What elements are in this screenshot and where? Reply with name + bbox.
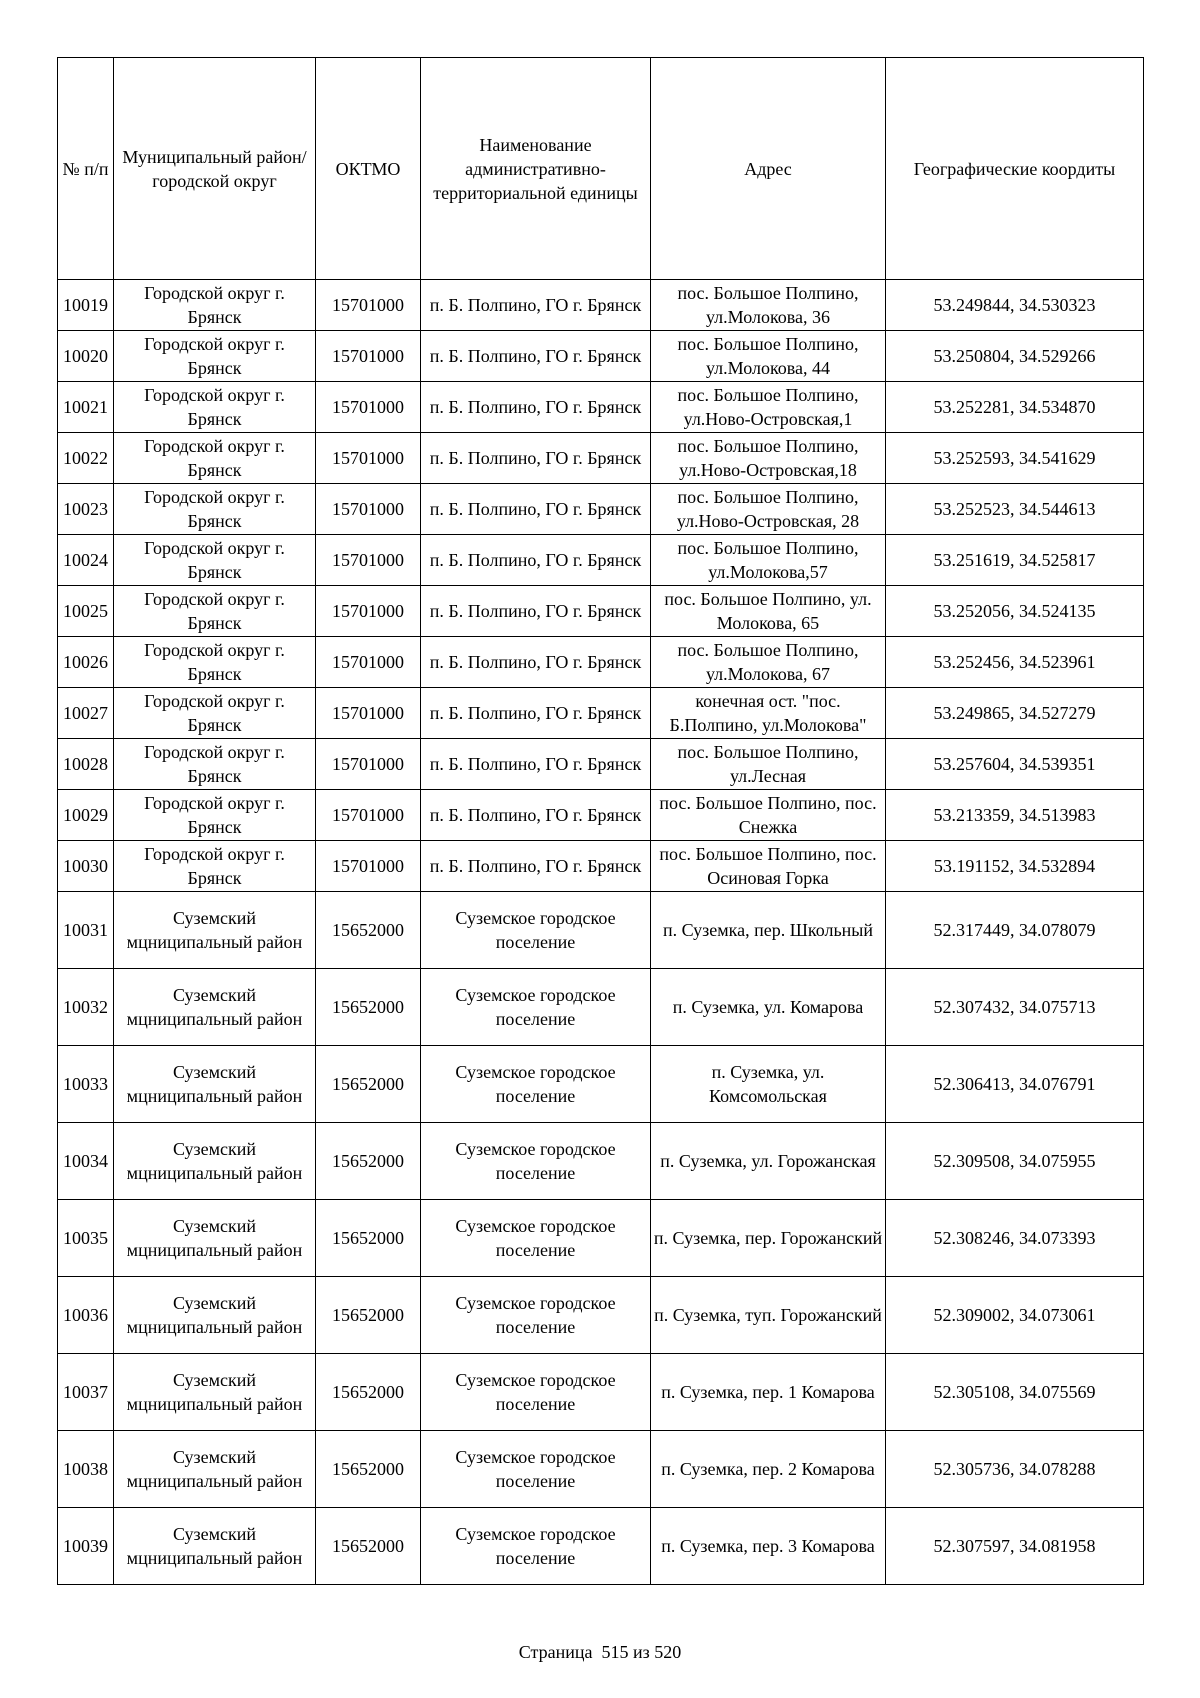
cell-oktmo: 15652000 bbox=[316, 1046, 421, 1123]
table-header bbox=[58, 58, 1144, 280]
cell-district: Городской округ г. Брянск bbox=[114, 637, 316, 688]
cell-district: Городской округ г. Брянск bbox=[114, 280, 316, 331]
cell-num: 10033 bbox=[58, 1046, 114, 1123]
cell-district: Городской округ г. Брянск bbox=[114, 688, 316, 739]
table-row bbox=[58, 1508, 1144, 1585]
cell-num: 10020 bbox=[58, 331, 114, 382]
footer-total-pages: 520 bbox=[654, 1642, 682, 1662]
cell-district: Суземский мцниципальный район bbox=[114, 1508, 316, 1585]
cell-address: пос. Большое Полпино, ул.Молокова, 67 bbox=[651, 637, 886, 688]
cell-address: п. Суземка, туп. Горожанский bbox=[651, 1277, 886, 1354]
cell-oktmo: 15701000 bbox=[316, 280, 421, 331]
cell-address: пос. Большое Полпино, ул.Молокова,57 bbox=[651, 535, 886, 586]
cell-geo: 52.306413, 34.076791 bbox=[886, 1046, 1144, 1123]
cell-geo: 52.305108, 34.075569 bbox=[886, 1354, 1144, 1431]
cell-geo: 53.252281, 34.534870 bbox=[886, 382, 1144, 433]
cell-oktmo: 15652000 bbox=[316, 1123, 421, 1200]
cell-address: п. Суземка, ул. Горожанская bbox=[651, 1123, 886, 1200]
table-row bbox=[58, 637, 1144, 688]
cell-num: 10036 bbox=[58, 1277, 114, 1354]
cell-geo: 53.250804, 34.529266 bbox=[886, 331, 1144, 382]
cell-oktmo: 15652000 bbox=[316, 1200, 421, 1277]
cell-district: Суземский мцниципальный район bbox=[114, 1354, 316, 1431]
header-unit: Наименование административно-территориальной единицы bbox=[421, 58, 651, 280]
cell-unit: Суземское городское поселение bbox=[421, 1354, 651, 1431]
cell-num: 10022 bbox=[58, 433, 114, 484]
cell-district: Суземский мцниципальный район bbox=[114, 1277, 316, 1354]
cell-district: Городской округ г. Брянск bbox=[114, 739, 316, 790]
cell-geo: 53.257604, 34.539351 bbox=[886, 739, 1144, 790]
cell-district: Городской округ г. Брянск bbox=[114, 535, 316, 586]
cell-unit: Суземское городское поселение bbox=[421, 1046, 651, 1123]
cell-address: пос. Большое Полпино, ул.Ново-Островская,1 bbox=[651, 382, 886, 433]
cell-oktmo: 15701000 bbox=[316, 382, 421, 433]
registry-table bbox=[57, 57, 1144, 1585]
cell-num: 10028 bbox=[58, 739, 114, 790]
table-row bbox=[58, 688, 1144, 739]
cell-num: 10030 bbox=[58, 841, 114, 892]
cell-address: п. Суземка, ул. Комарова bbox=[651, 969, 886, 1046]
cell-num: 10025 bbox=[58, 586, 114, 637]
cell-unit: п. Б. Полпино, ГО г. Брянск bbox=[421, 739, 651, 790]
table-row bbox=[58, 331, 1144, 382]
cell-num: 10034 bbox=[58, 1123, 114, 1200]
cell-district: Городской округ г. Брянск bbox=[114, 433, 316, 484]
cell-unit: Суземское городское поселение bbox=[421, 1123, 651, 1200]
cell-unit: п. Б. Полпино, ГО г. Брянск bbox=[421, 382, 651, 433]
cell-unit: п. Б. Полпино, ГО г. Брянск bbox=[421, 484, 651, 535]
cell-district: Суземский мцниципальный район bbox=[114, 1200, 316, 1277]
cell-oktmo: 15701000 bbox=[316, 688, 421, 739]
cell-num: 10031 bbox=[58, 892, 114, 969]
table-row bbox=[58, 382, 1144, 433]
cell-address: конечная ост. "пос. Б.Полпино, ул.Молокова" bbox=[651, 688, 886, 739]
cell-address: пос. Большое Полпино, ул.Молокова, 44 bbox=[651, 331, 886, 382]
cell-address: пос. Большое Полпино, ул. Молокова, 65 bbox=[651, 586, 886, 637]
cell-unit: Суземское городское поселение bbox=[421, 1277, 651, 1354]
table-row bbox=[58, 280, 1144, 331]
cell-district: Суземский мцниципальный район bbox=[114, 1046, 316, 1123]
cell-district: Суземский мцниципальный район bbox=[114, 1123, 316, 1200]
cell-district: Городской округ г. Брянск bbox=[114, 484, 316, 535]
cell-oktmo: 15701000 bbox=[316, 484, 421, 535]
cell-oktmo: 15652000 bbox=[316, 1431, 421, 1508]
cell-geo: 53.249865, 34.527279 bbox=[886, 688, 1144, 739]
cell-oktmo: 15652000 bbox=[316, 892, 421, 969]
cell-num: 10023 bbox=[58, 484, 114, 535]
table-row bbox=[58, 1046, 1144, 1123]
cell-num: 10039 bbox=[58, 1508, 114, 1585]
cell-district: Суземский мцниципальный район bbox=[114, 892, 316, 969]
cell-unit: п. Б. Полпино, ГО г. Брянск bbox=[421, 841, 651, 892]
header-oktmo: ОКТМО bbox=[316, 58, 421, 280]
cell-num: 10038 bbox=[58, 1431, 114, 1508]
cell-oktmo: 15701000 bbox=[316, 535, 421, 586]
cell-oktmo: 15701000 bbox=[316, 331, 421, 382]
cell-geo: 53.251619, 34.525817 bbox=[886, 535, 1144, 586]
cell-geo: 52.309002, 34.073061 bbox=[886, 1277, 1144, 1354]
cell-unit: п. Б. Полпино, ГО г. Брянск bbox=[421, 535, 651, 586]
cell-address: пос. Большое Полпино, пос. Снежка bbox=[651, 790, 886, 841]
cell-address: пос. Большое Полпино, ул.Молокова, 36 bbox=[651, 280, 886, 331]
cell-num: 10037 bbox=[58, 1354, 114, 1431]
cell-district: Суземский мцниципальный район bbox=[114, 1431, 316, 1508]
cell-oktmo: 15652000 bbox=[316, 1354, 421, 1431]
cell-geo: 53.191152, 34.532894 bbox=[886, 841, 1144, 892]
cell-num: 10024 bbox=[58, 535, 114, 586]
cell-num: 10027 bbox=[58, 688, 114, 739]
cell-district: Городской округ г. Брянск bbox=[114, 790, 316, 841]
cell-oktmo: 15701000 bbox=[316, 637, 421, 688]
header-num: № п/п bbox=[58, 58, 114, 280]
table-row bbox=[58, 1277, 1144, 1354]
cell-unit: Суземское городское поселение bbox=[421, 892, 651, 969]
cell-oktmo: 15652000 bbox=[316, 1508, 421, 1585]
cell-geo: 52.308246, 34.073393 bbox=[886, 1200, 1144, 1277]
table-row bbox=[58, 535, 1144, 586]
table-body bbox=[58, 280, 1144, 1585]
table-row bbox=[58, 433, 1144, 484]
cell-unit: п. Б. Полпино, ГО г. Брянск bbox=[421, 790, 651, 841]
cell-district: Городской округ г. Брянск bbox=[114, 331, 316, 382]
cell-unit: п. Б. Полпино, ГО г. Брянск bbox=[421, 688, 651, 739]
cell-district: Суземский мцниципальный район bbox=[114, 969, 316, 1046]
footer-current-page: 515 bbox=[601, 1642, 629, 1662]
footer-page-label: Страница bbox=[518, 1642, 593, 1662]
cell-unit: п. Б. Полпино, ГО г. Брянск bbox=[421, 331, 651, 382]
cell-num: 10021 bbox=[58, 382, 114, 433]
table-row bbox=[58, 739, 1144, 790]
header-row bbox=[58, 58, 1144, 280]
cell-geo: 52.317449, 34.078079 bbox=[886, 892, 1144, 969]
cell-oktmo: 15701000 bbox=[316, 841, 421, 892]
cell-oktmo: 15652000 bbox=[316, 1277, 421, 1354]
table-row bbox=[58, 841, 1144, 892]
cell-address: п. Суземка, пер. Горожанский bbox=[651, 1200, 886, 1277]
cell-unit: п. Б. Полпино, ГО г. Брянск bbox=[421, 433, 651, 484]
cell-geo: 53.252056, 34.524135 bbox=[886, 586, 1144, 637]
cell-oktmo: 15701000 bbox=[316, 739, 421, 790]
cell-unit: п. Б. Полпино, ГО г. Брянск bbox=[421, 637, 651, 688]
cell-unit: Суземское городское поселение bbox=[421, 1200, 651, 1277]
table-row bbox=[58, 969, 1144, 1046]
header-geo: Географические коордиты bbox=[886, 58, 1144, 280]
table-row bbox=[58, 1431, 1144, 1508]
page-footer bbox=[0, 1640, 1200, 1664]
cell-num: 10029 bbox=[58, 790, 114, 841]
cell-address: пос. Большое Полпино, ул.Ново-Островская, 28 bbox=[651, 484, 886, 535]
table-row bbox=[58, 892, 1144, 969]
cell-oktmo: 15701000 bbox=[316, 433, 421, 484]
cell-geo: 52.307432, 34.075713 bbox=[886, 969, 1144, 1046]
cell-oktmo: 15701000 bbox=[316, 790, 421, 841]
cell-address: п. Суземка, ул. Комсомольская bbox=[651, 1046, 886, 1123]
cell-geo: 52.309508, 34.075955 bbox=[886, 1123, 1144, 1200]
cell-unit: п. Б. Полпино, ГО г. Брянск bbox=[421, 280, 651, 331]
cell-unit: п. Б. Полпино, ГО г. Брянск bbox=[421, 586, 651, 637]
table-row bbox=[58, 1123, 1144, 1200]
cell-address: п. Суземка, пер. Школьный bbox=[651, 892, 886, 969]
footer-of-label: из bbox=[632, 1642, 650, 1662]
header-address: Адрес bbox=[651, 58, 886, 280]
cell-unit: Суземское городское поселение bbox=[421, 1431, 651, 1508]
cell-geo: 52.305736, 34.078288 bbox=[886, 1431, 1144, 1508]
cell-geo: 53.213359, 34.513983 bbox=[886, 790, 1144, 841]
table-row bbox=[58, 1200, 1144, 1277]
cell-num: 10035 bbox=[58, 1200, 114, 1277]
cell-district: Городской округ г. Брянск bbox=[114, 841, 316, 892]
cell-oktmo: 15701000 bbox=[316, 586, 421, 637]
table-row bbox=[58, 586, 1144, 637]
cell-geo: 53.252456, 34.523961 bbox=[886, 637, 1144, 688]
cell-geo: 53.252523, 34.544613 bbox=[886, 484, 1144, 535]
cell-address: п. Суземка, пер. 3 Комарова bbox=[651, 1508, 886, 1585]
cell-num: 10019 bbox=[58, 280, 114, 331]
cell-num: 10032 bbox=[58, 969, 114, 1046]
cell-address: пос. Большое Полпино, ул.Лесная bbox=[651, 739, 886, 790]
cell-district: Городской округ г. Брянск bbox=[114, 382, 316, 433]
table-row bbox=[58, 1354, 1144, 1431]
cell-district: Городской округ г. Брянск bbox=[114, 586, 316, 637]
cell-unit: Суземское городское поселение bbox=[421, 969, 651, 1046]
table-row bbox=[58, 790, 1144, 841]
cell-geo: 52.307597, 34.081958 bbox=[886, 1508, 1144, 1585]
header-district: Муниципальный район/городской округ bbox=[114, 58, 316, 280]
table-row bbox=[58, 484, 1144, 535]
cell-num: 10026 bbox=[58, 637, 114, 688]
cell-address: пос. Большое Полпино, пос. Осиновая Горка bbox=[651, 841, 886, 892]
cell-geo: 53.252593, 34.541629 bbox=[886, 433, 1144, 484]
cell-address: п. Суземка, пер. 1 Комарова bbox=[651, 1354, 886, 1431]
cell-address: пос. Большое Полпино, ул.Ново-Островская,18 bbox=[651, 433, 886, 484]
cell-geo: 53.249844, 34.530323 bbox=[886, 280, 1144, 331]
cell-address: п. Суземка, пер. 2 Комарова bbox=[651, 1431, 886, 1508]
cell-oktmo: 15652000 bbox=[316, 969, 421, 1046]
cell-unit: Суземское городское поселение bbox=[421, 1508, 651, 1585]
